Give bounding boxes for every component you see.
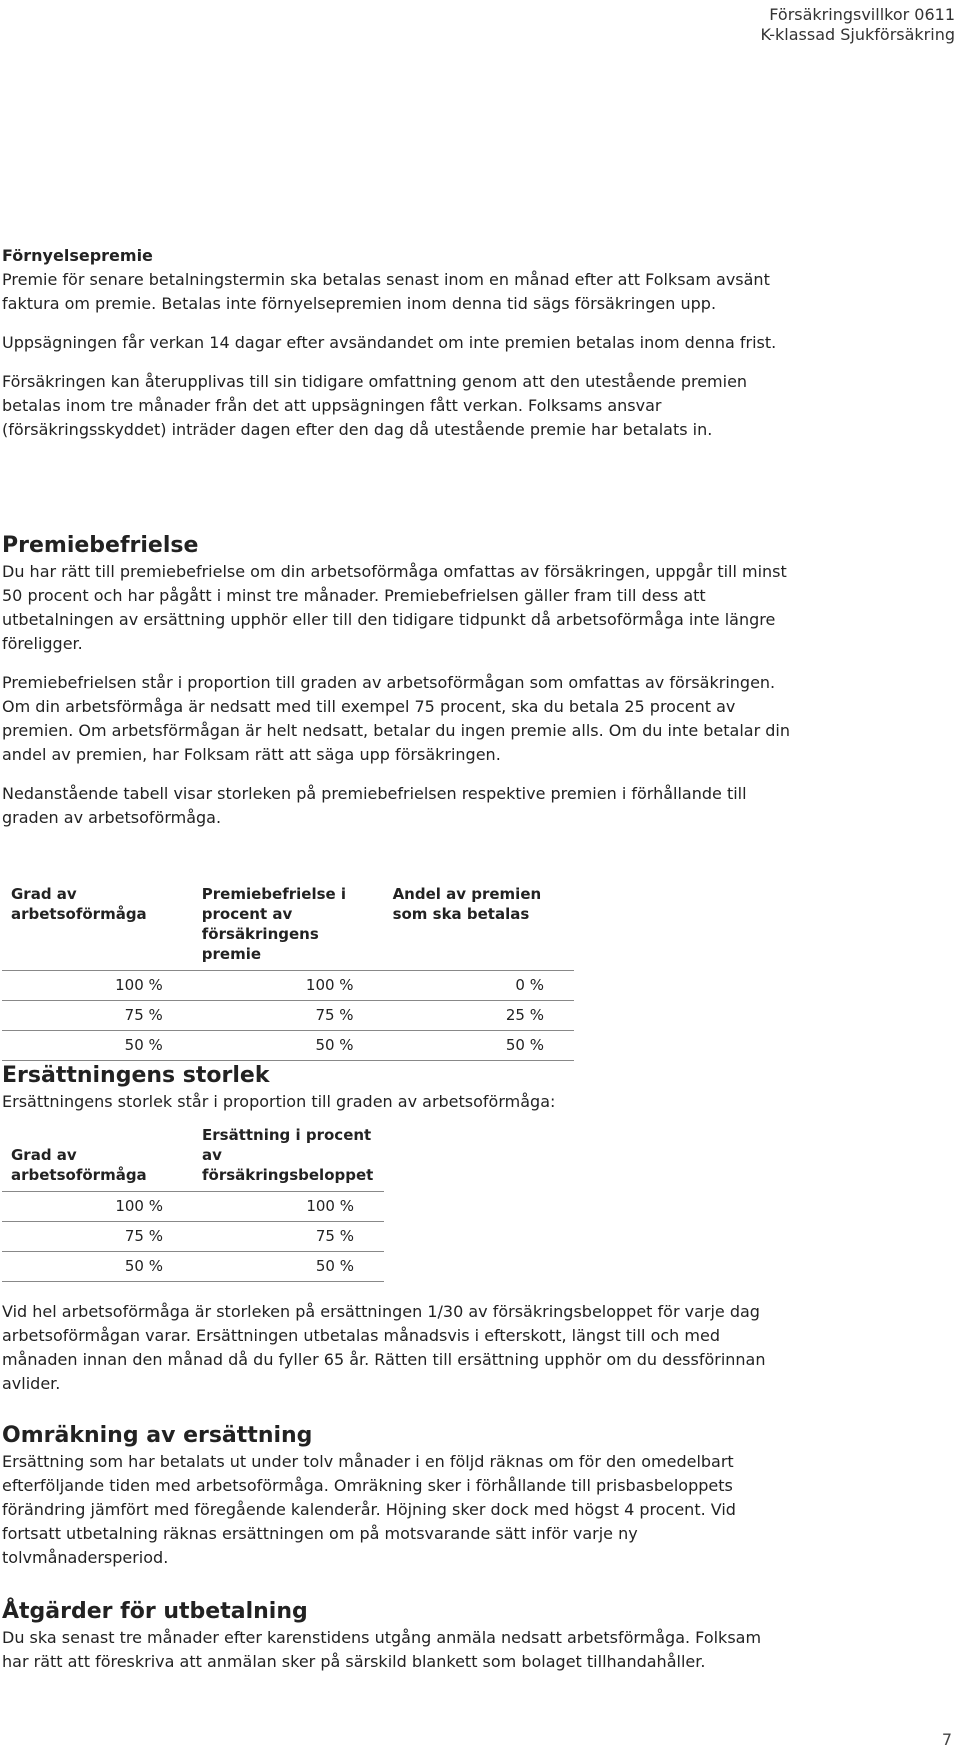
table-row [2, 1031, 574, 1061]
page-number: 7 [941, 1730, 952, 1749]
table-cell: 25 % [384, 1001, 574, 1031]
section-fornyelsepremie [2, 244, 792, 442]
table-cell: 100 % [193, 971, 384, 1001]
paragraph: Du har rätt till premiebefrielse om din arbetsoförmåga omfattas av försäkringen, uppgår till minst 50 procent och har pågått i minst tre månader. Premiebefrielsen gäller fram till dess att utbetalningen av ersättning upphör eller till den tidigare tidpunkt då arbetsoförmåga inte längre föreligger. [2, 562, 787, 653]
column-header: Grad av arbetsoförmåga [2, 1125, 193, 1192]
heading-omrakning: Omräkning av ersättning [2, 1423, 313, 1448]
paragraph: Försäkringen kan återupplivas till sin tidigare omfattning genom att den utestående premien betalas inom tre månader från det att uppsägningen fått verkan. Folksams ansvar (försäkringsskyddet) inträder dagen efter den dag då utestående premie har betalats in. [2, 372, 748, 439]
table-row [2, 1001, 574, 1031]
table-cell: 75 % [193, 1222, 384, 1252]
heading-premiebefrielse: Premiebefrielse [2, 533, 199, 558]
premiebefrielse-table [2, 884, 574, 1061]
section-omrakning [2, 1422, 792, 1570]
paragraph: Premie för senare betalningstermin ska betalas senast inom en månad efter att Folksam avsänt faktura om premie. Betalas inte förnyelsepremien inom denna tid sägs försäkringen upp. [2, 270, 770, 313]
paragraph: Nedanstående tabell visar storleken på premiebefrielsen respektive premien i förhållande till graden av arbetsoförmåga. [2, 784, 747, 827]
paragraph: Vid hel arbetsoförmåga är storleken på ersättningen 1/30 av försäkringsbeloppet för varje dag arbetsoförmågan varar. Ersättningen utbetalas månadsvis i efterskott, längst till och med månaden innan den månad då du fyller 65 år. Rätten till ersättning upphör om du dessförinnan avlider. [2, 1302, 766, 1393]
paragraph: Ersättningens storlek står i proportion till graden av arbetsoförmåga: [2, 1092, 556, 1111]
table-cell: 100 % [193, 1192, 384, 1222]
table-row [2, 1222, 384, 1252]
ersattning-table [2, 1125, 384, 1282]
column-header: Premiebefrielse i procent av försäkringens premie [193, 884, 384, 971]
table-cell: 75 % [2, 1001, 193, 1031]
table-cell: 75 % [2, 1222, 193, 1252]
paragraph: Uppsägningen får verkan 14 dagar efter avsändandet om inte premien betalas inom denna frist. [2, 333, 777, 352]
column-header: Grad av arbetsoförmåga [2, 884, 193, 971]
section-ersattning [2, 1062, 792, 1114]
column-header: Andel av premien som ska betalas [384, 884, 574, 971]
heading-ersattning: Ersättningens storlek [2, 1063, 270, 1088]
table-row [2, 1252, 384, 1282]
table-cell: 75 % [193, 1001, 384, 1031]
paragraph: Premiebefrielsen står i proportion till graden av arbetsoförmågan som omfattas av försäkringen. Om din arbetsförmåga är nedsatt med till exempel 75 procent, ska du betala 25 procent av premien. Om arbetsförmågan är helt nedsatt, betalar du ingen premie alls. Om du inte betalar din andel av premien, har Folksam rätt att säga upp försäkringen. [2, 673, 790, 764]
document-header [760, 5, 955, 45]
section-ersattning-text [2, 1300, 792, 1396]
paragraph: Du ska senast tre månader efter karenstidens utgång anmäla nedsatt arbetsförmåga. Folksam har rätt att föreskriva att anmälan sker på särskild blankett som bolaget tillhandahåller. [2, 1628, 762, 1671]
section-premiebefrielse [2, 532, 792, 830]
table-cell: 100 % [2, 971, 193, 1001]
table-cell: 50 % [193, 1252, 384, 1282]
header-title: Försäkringsvillkor 0611 [769, 5, 955, 24]
paragraph: Ersättning som har betalats ut under tolv månader i en följd räknas om för den omedelbart efterföljande tiden med arbetsoförmåga. Omräkning sker i förhållande till prisbasbeloppets förändring jämfört med föregående kalenderår. Höjning sker dock med högst 4 procent. Vid fortsatt utbetalning räknas ersättningen om på motsvarande sätt inför varje ny tolvmånadersperiod. [2, 1452, 736, 1567]
header-subtitle: K-klassad Sjukförsäkring [760, 25, 955, 44]
heading-fornyelsepremie: Förnyelsepremie [2, 246, 153, 265]
table-row [2, 1192, 384, 1222]
table-cell: 100 % [2, 1192, 193, 1222]
table-cell: 50 % [384, 1031, 574, 1061]
column-header: Ersättning i procent av försäkringsbeloppet [193, 1125, 384, 1192]
table-cell: 50 % [2, 1252, 193, 1282]
table-cell: 0 % [384, 971, 574, 1001]
section-atgarder [2, 1598, 792, 1674]
table-cell: 50 % [193, 1031, 384, 1061]
table-row [2, 971, 574, 1001]
heading-atgarder: Åtgärder för utbetalning [2, 1599, 308, 1624]
table-cell: 50 % [2, 1031, 193, 1061]
